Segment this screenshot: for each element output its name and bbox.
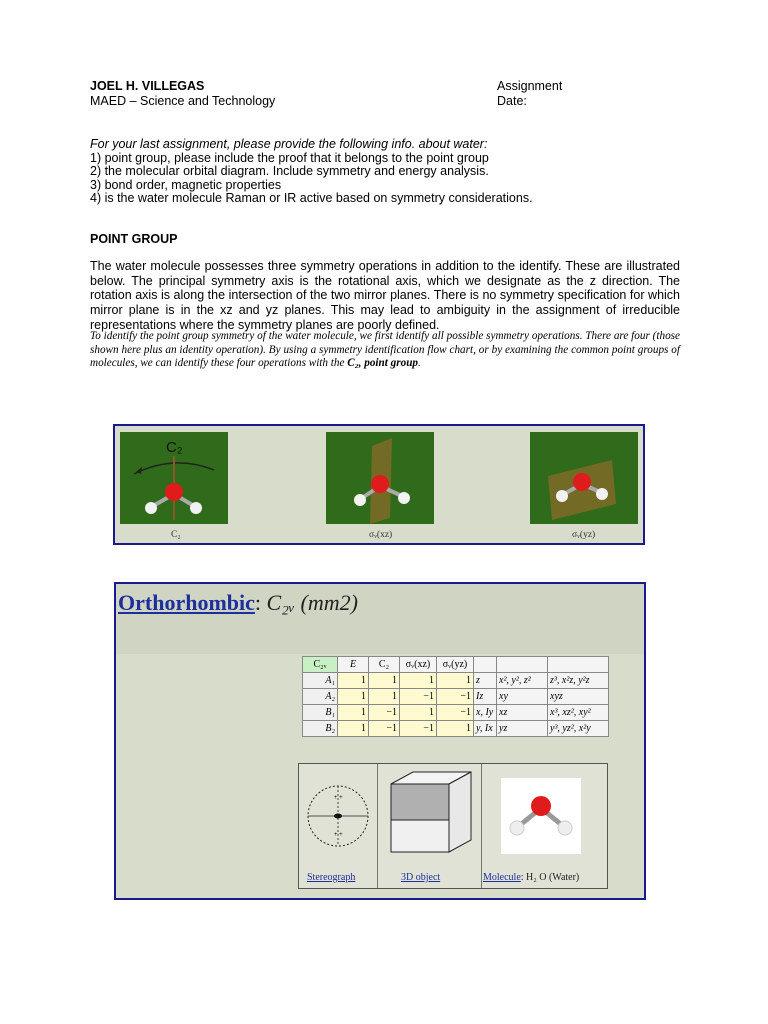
- instruction-item: 1) point group, please include the proof that it belongs to the point group: [90, 150, 489, 165]
- table-cell: x, Iy: [474, 705, 497, 721]
- molecule-cell: [481, 764, 607, 888]
- table-cell: −1: [400, 689, 437, 705]
- table-cell: 1: [400, 705, 437, 721]
- table-cell: 1: [437, 673, 474, 689]
- assignment-instructions: [90, 138, 690, 206]
- instruction-item: 3) bond order, magnetic properties: [90, 177, 282, 192]
- character-table: [302, 656, 609, 737]
- table-cell: z: [474, 673, 497, 689]
- table-cell: x³, xz², xy²: [548, 705, 609, 721]
- table-cell: 1: [338, 689, 369, 705]
- table-cell: Iz: [474, 689, 497, 705]
- table-cell: y³, yz², x²y: [548, 721, 609, 737]
- stereograph-link[interactable]: Stereograph: [307, 872, 356, 883]
- caption-sigma-xz: σᵥ(xz): [369, 530, 393, 540]
- hermann-mauguin-notation: (mm2): [300, 590, 358, 615]
- sigma-yz-panel: [530, 432, 638, 524]
- table-cell: −1: [437, 689, 474, 705]
- table-cell: y, Ix: [474, 721, 497, 737]
- table-cell: x², y², z²: [497, 673, 548, 689]
- table-header-cell: σᵥ(yz): [437, 657, 474, 673]
- crystal-system-titlebar: [116, 584, 644, 654]
- table-cell: 1: [338, 705, 369, 721]
- table-cell: A₁: [303, 673, 338, 689]
- table-header-cell: [497, 657, 548, 673]
- svg-text:+ +: + +: [334, 832, 343, 838]
- table-cell: −1: [369, 705, 400, 721]
- character-table-figure: [114, 582, 646, 900]
- table-cell: z³, x²z, y²z: [548, 673, 609, 689]
- table-cell: B₂: [303, 721, 338, 737]
- caption-sigma-yz: σᵥ(yz): [572, 530, 596, 540]
- table-cell: A₂: [303, 689, 338, 705]
- table-cell: yz: [497, 721, 548, 737]
- molecule-link[interactable]: Molecule: [483, 872, 521, 883]
- table-header-cell: σᵥ(xz): [400, 657, 437, 673]
- table-cell: B₁: [303, 705, 338, 721]
- table-header-cell: C₂: [369, 657, 400, 673]
- table-header-cell: [548, 657, 609, 673]
- table-cell: xz: [497, 705, 548, 721]
- section-paragraph: The water molecule possesses three symmetry operations in addition to the identify. These are illustrated below. The principal symmetry axis is the rotational axis, which we designate as the z direction. The rotation axis is along the intersection of the two mirror planes. There is no symmetry specification for which mirror plane is in the xz and yz planes. This may lead to ambiguity in the assignment of irreducible representations where the symmetry planes are poorly defined.: [90, 259, 680, 332]
- author-name: JOEL H. VILLEGAS: [90, 79, 205, 93]
- table-cell: 1: [400, 673, 437, 689]
- section-heading: POINT GROUP: [90, 232, 178, 246]
- instruction-item: 2) the molecular orbital diagram. Include symmetry and energy analysis.: [90, 164, 489, 178]
- stereograph-cell: [299, 764, 378, 888]
- c2-axis-label: C₂: [166, 439, 183, 456]
- instructions-lead: For your last assignment, please provide the following info. about water:: [90, 137, 488, 151]
- program-name: MAED – Science and Technology: [90, 94, 276, 108]
- svg-text:+ +: + +: [334, 795, 343, 801]
- table-header-cell: C₂ᵥ: [303, 657, 338, 673]
- table-cell: xy: [497, 689, 548, 705]
- table-cell: xyz: [548, 689, 609, 705]
- instruction-item: 4) is the water molecule Raman or IR active based on symmetry considerations.: [90, 191, 533, 205]
- visualization-strip: [298, 763, 608, 889]
- table-cell: −1: [400, 721, 437, 737]
- table-cell: 1: [369, 689, 400, 705]
- point-group-symbol: C₂ᵥ: [266, 590, 295, 615]
- table-cell: 1: [369, 673, 400, 689]
- table-cell: 1: [338, 721, 369, 737]
- table-row: [303, 673, 609, 689]
- table-cell: −1: [369, 721, 400, 737]
- table-cell: −1: [437, 705, 474, 721]
- table-cell: 1: [338, 673, 369, 689]
- table-header-cell: [474, 657, 497, 673]
- table-row: [303, 721, 609, 737]
- table-row: [303, 689, 609, 705]
- 3d-object-link[interactable]: 3D object: [401, 872, 441, 883]
- orthorhombic-link[interactable]: Orthorhombic: [118, 590, 255, 615]
- caption-c2: C₂: [171, 530, 181, 540]
- molecule-caption: Molecule: H₂ O (Water): [483, 872, 580, 883]
- table-header-cell: E: [338, 657, 369, 673]
- table-cell: 1: [437, 721, 474, 737]
- c2-axis-panel: [120, 432, 228, 524]
- sigma-xz-panel: [326, 432, 434, 524]
- crystal-system-title: Orthorhombic: C₂ᵥ (mm2): [118, 590, 358, 615]
- section-paragraph-italic: To identify the point group symmetry of the water molecule, we first identify all possible symmetry operations. There are four (those shown here plus an identity operation). By using a symmetry identification flow chart, or by examining the common point groups of molecules, we can identify these four operations with the C₂, point group.: [90, 330, 680, 370]
- table-header-row: [303, 657, 609, 673]
- symmetry-operations-figure: [113, 424, 645, 545]
- date-label: Date:: [497, 94, 527, 108]
- table-row: [303, 705, 609, 721]
- assignment-label: Assignment: [497, 79, 563, 93]
- 3d-object-cell: [377, 764, 482, 888]
